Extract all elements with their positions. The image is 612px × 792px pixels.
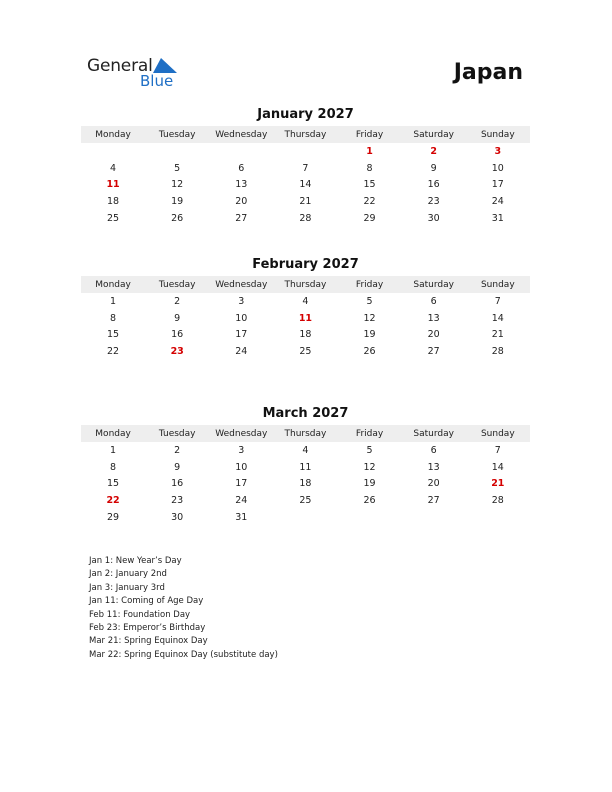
day-cell: 2: [430, 145, 437, 157]
weekday-label: Friday: [355, 428, 384, 439]
weekday-header-row: [81, 425, 530, 442]
holiday-list: [89, 555, 278, 662]
day-cell: 27: [235, 213, 248, 225]
day-cell: 1: [366, 145, 373, 157]
week-row: [81, 177, 530, 194]
day-cell: 25: [299, 495, 312, 507]
month-calendar-march: [81, 405, 530, 526]
week-row: [81, 476, 530, 493]
week-row: [81, 327, 530, 344]
day-cell: 7: [494, 295, 501, 307]
month-title: March 2027: [262, 406, 349, 421]
day-cell: 6: [430, 295, 437, 307]
day-cell: 15: [107, 478, 120, 490]
day-cell: 12: [171, 179, 184, 191]
week-row: [81, 509, 530, 526]
day-cell: 22: [107, 346, 120, 358]
day-cell: 17: [235, 478, 248, 490]
day-cell: 6: [430, 444, 437, 456]
weekday-label: Thursday: [284, 428, 327, 439]
day-cell: 14: [299, 179, 312, 191]
week-row: [81, 492, 530, 509]
holiday-note: Feb 11: Foundation Day: [89, 609, 191, 620]
day-cell: 13: [235, 179, 248, 191]
day-cell: 25: [107, 213, 120, 225]
day-cell: 11: [298, 312, 313, 324]
logo-text-general: General: [87, 56, 153, 76]
weekday-label: Saturday: [413, 129, 454, 140]
day-cell: 24: [235, 346, 248, 358]
day-cell: 20: [235, 196, 248, 208]
holiday-note: Mar 21: Spring Equinox Day: [89, 636, 208, 647]
day-cell: 26: [363, 495, 376, 507]
day-cell: 25: [299, 346, 312, 358]
day-cell: 22: [106, 495, 120, 507]
day-cell: 1: [110, 444, 117, 456]
day-cell: 13: [427, 312, 440, 324]
weekday-label: Sunday: [480, 129, 515, 140]
day-cell: 8: [366, 162, 373, 174]
weekday-label: Monday: [95, 428, 131, 439]
day-cell: 29: [363, 213, 376, 225]
day-cell: 3: [494, 145, 502, 157]
day-cell: 15: [107, 329, 120, 341]
weekday-label: Wednesday: [215, 129, 268, 140]
weekday-label: Tuesday: [158, 428, 196, 439]
day-cell: 11: [106, 179, 120, 191]
day-cell: 31: [491, 213, 504, 225]
day-cell: 18: [299, 478, 312, 490]
weekday-label: Thursday: [284, 129, 327, 140]
day-cell: 19: [171, 196, 184, 208]
day-cell: 23: [170, 346, 184, 358]
day-cell: 14: [491, 312, 504, 324]
day-cell: 22: [363, 196, 376, 208]
day-cell: 10: [491, 162, 504, 174]
day-cell: 27: [427, 346, 440, 358]
week-row: [81, 310, 530, 327]
brand-logo: [87, 56, 207, 96]
day-cell: 11: [299, 461, 312, 473]
day-cell: 17: [235, 329, 248, 341]
day-cell: 3: [238, 295, 245, 307]
month-calendar-february: [81, 256, 530, 360]
weekday-label: Monday: [95, 279, 131, 290]
day-cell: 8: [110, 461, 117, 473]
holiday-note: Feb 23: Emperor’s Birthday: [89, 622, 206, 633]
holiday-note: Jan 3: January 3rd: [89, 582, 165, 593]
weekday-label: Monday: [95, 129, 131, 140]
day-cell: 4: [302, 444, 309, 456]
week-row: [81, 459, 530, 476]
weekday-label: Friday: [355, 129, 384, 140]
day-cell: 30: [171, 512, 184, 524]
day-cell: 13: [427, 461, 440, 473]
day-cell: 4: [302, 295, 309, 307]
day-cell: 21: [491, 478, 505, 490]
week-row: [81, 442, 530, 459]
day-cell: 23: [427, 196, 440, 208]
day-cell: 15: [363, 179, 376, 191]
day-cell: 9: [174, 461, 181, 473]
weekday-label: Tuesday: [158, 129, 196, 140]
month-title: February 2027: [252, 257, 359, 272]
day-cell: 6: [238, 162, 245, 174]
day-cell: 9: [174, 312, 181, 324]
day-cell: 7: [494, 444, 501, 456]
month-title: January 2027: [257, 107, 354, 122]
day-cell: 2: [174, 295, 181, 307]
weekday-label: Tuesday: [158, 279, 196, 290]
day-cell: 19: [363, 329, 376, 341]
weekday-label: Wednesday: [215, 279, 268, 290]
weekday-label: Sunday: [480, 279, 515, 290]
weekday-header-row: [81, 126, 530, 143]
weekday-header-row: [81, 276, 530, 293]
day-cell: 18: [299, 329, 312, 341]
day-cell: 1: [110, 295, 117, 307]
day-cell: 23: [171, 495, 184, 507]
day-cell: 17: [491, 179, 504, 191]
day-cell: 12: [363, 312, 376, 324]
day-cell: 16: [171, 478, 184, 490]
week-row: [81, 293, 530, 310]
weekday-label: Wednesday: [215, 428, 268, 439]
week-row: [81, 193, 530, 210]
day-cell: 20: [427, 329, 440, 341]
day-cell: 10: [235, 461, 248, 473]
day-cell: 18: [107, 196, 120, 208]
day-cell: 3: [238, 444, 245, 456]
day-cell: 28: [491, 495, 504, 507]
day-cell: 5: [366, 295, 373, 307]
day-cell: 5: [174, 162, 181, 174]
day-cell: 28: [299, 213, 312, 225]
day-cell: 24: [235, 495, 248, 507]
weekday-label: Thursday: [284, 279, 327, 290]
day-cell: 20: [427, 478, 440, 490]
day-cell: 9: [430, 162, 437, 174]
country-title: Japan: [453, 60, 523, 85]
holiday-note: Jan 11: Coming of Age Day: [89, 596, 204, 607]
week-row: [81, 210, 530, 227]
weekday-label: Saturday: [413, 428, 454, 439]
day-cell: 30: [427, 213, 440, 225]
weekday-label: Friday: [355, 279, 384, 290]
holiday-note: Jan 1: New Year’s Day: [89, 556, 182, 566]
month-calendar-january: [81, 106, 530, 227]
logo-text-blue: Blue: [140, 72, 174, 90]
day-cell: 26: [171, 213, 184, 225]
day-cell: 21: [491, 329, 504, 341]
day-cell: 16: [171, 329, 184, 341]
day-cell: 8: [110, 312, 117, 324]
day-cell: 7: [302, 162, 309, 174]
day-cell: 2: [174, 444, 181, 456]
day-cell: 14: [491, 461, 504, 473]
day-cell: 19: [363, 478, 376, 490]
day-cell: 5: [366, 444, 373, 456]
week-row: [81, 343, 530, 360]
day-cell: 24: [491, 196, 504, 208]
day-cell: 28: [491, 346, 504, 358]
day-cell: 21: [299, 196, 312, 208]
day-cell: 12: [363, 461, 376, 473]
weekday-label: Sunday: [480, 428, 515, 439]
day-cell: 27: [427, 495, 440, 507]
holiday-note: Mar 22: Spring Equinox Day (substitute day): [89, 649, 278, 660]
day-cell: 4: [110, 162, 117, 174]
day-cell: 26: [363, 346, 376, 358]
day-cell: 31: [235, 512, 248, 524]
day-cell: 29: [107, 512, 120, 524]
week-row: [81, 160, 530, 177]
week-row: [81, 143, 530, 160]
day-cell: 10: [235, 312, 248, 324]
weekday-label: Saturday: [413, 279, 454, 290]
day-cell: 16: [427, 179, 440, 191]
holiday-note: Jan 2: January 2nd: [89, 569, 167, 580]
